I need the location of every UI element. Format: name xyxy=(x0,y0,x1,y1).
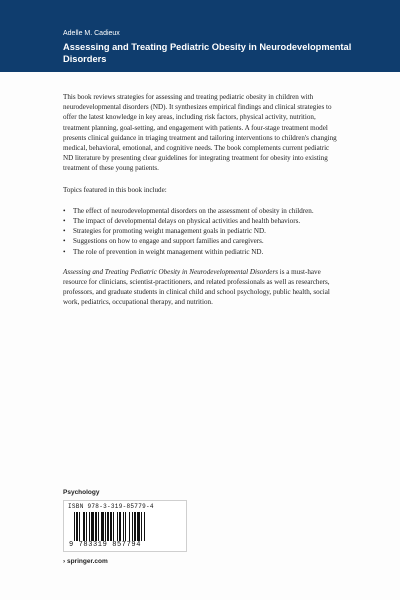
barcode-number: 9 783319 857794 xyxy=(69,541,142,549)
barcode-bar xyxy=(74,512,75,541)
description-paragraph: This book reviews strategies for assessing and treating pediatric obesity in children with neurodevelopmental disorders (ND). It synthesizes empirical findings and clinical strategies to offer the latest knowledge in key areas, including risk factors, physical activity, nutrition, treatment planning, goal-setting, and engagement with patients. A four-stage treatment model presents clinical guidance in triaging treatment and tailoring interventions to children's changing medical, behavioral, emotional, and cognitive needs. The book complements current pediatric ND literature by presenting clear guidelines for integrating treatment for obesity into existing treatment of these young patients. xyxy=(63,93,337,173)
barcode-bar xyxy=(134,512,136,541)
barcode-bar xyxy=(110,512,112,541)
barcode-bar xyxy=(79,512,80,541)
barcode-bar xyxy=(105,512,106,541)
barcode-bar xyxy=(117,512,118,541)
barcode-bar xyxy=(125,512,126,541)
barcode-bar xyxy=(137,512,140,541)
isbn-label: ISBN 978-3-319-85779-4 xyxy=(68,503,154,510)
barcode-bar xyxy=(132,512,133,541)
topic-item: • The effect of neurodevelopmental disorders on the assessment of obesity in children. xyxy=(63,206,340,216)
topics-list xyxy=(63,206,340,257)
topic-item: • The impact of developmental delays on physical activities and health behaviors. xyxy=(63,216,340,226)
barcode-bar xyxy=(86,512,87,541)
topics-heading: Topics featured in this book include: xyxy=(63,185,167,194)
publisher-website[interactable]: › springer.com xyxy=(63,558,108,565)
topic-item: • The role of prevention in weight management within pediatric ND. xyxy=(63,247,340,257)
barcode-bar xyxy=(89,512,90,541)
barcode-bar xyxy=(76,512,78,541)
book-title: Assessing and Treating Pediatric Obesity in Neurodevelopmental Disorders xyxy=(63,42,352,64)
back-cover-text xyxy=(63,92,340,319)
closing-title: Assessing and Treating Pediatric Obesity in Neurodevelopmental Disorders xyxy=(63,267,278,276)
barcode-bar xyxy=(129,512,130,541)
topic-item: • Strategies for promoting weight management goals in pediatric ND. xyxy=(63,226,340,236)
barcode-bar xyxy=(83,512,85,541)
barcode-bar xyxy=(119,512,121,541)
closing-text: is a must-have resource for clinicians, scientist-practitioners, and related professionals as well as researchers, professors, and graduate students in clinical child and school psychology, public health, social work, pediatrics, occupational therapy, and nutrition. xyxy=(63,267,330,307)
barcode-bars xyxy=(74,512,178,541)
barcode-bar xyxy=(101,512,104,541)
topic-item: • Suggestions on how to engage and support families and caregivers. xyxy=(63,236,340,246)
closing-paragraph xyxy=(63,267,340,308)
barcode-bar xyxy=(98,512,99,541)
author-name: Adelle M. Cadieux xyxy=(63,30,120,37)
barcode-bar xyxy=(95,512,97,541)
barcode-bar xyxy=(123,512,124,541)
barcode-bar xyxy=(144,512,145,541)
barcode-bar xyxy=(141,512,142,541)
barcode-bar xyxy=(91,512,94,541)
barcode-bar xyxy=(113,512,114,541)
barcode-block xyxy=(63,500,187,552)
subject-category: Psychology xyxy=(63,489,100,496)
barcode-bar xyxy=(107,512,109,541)
